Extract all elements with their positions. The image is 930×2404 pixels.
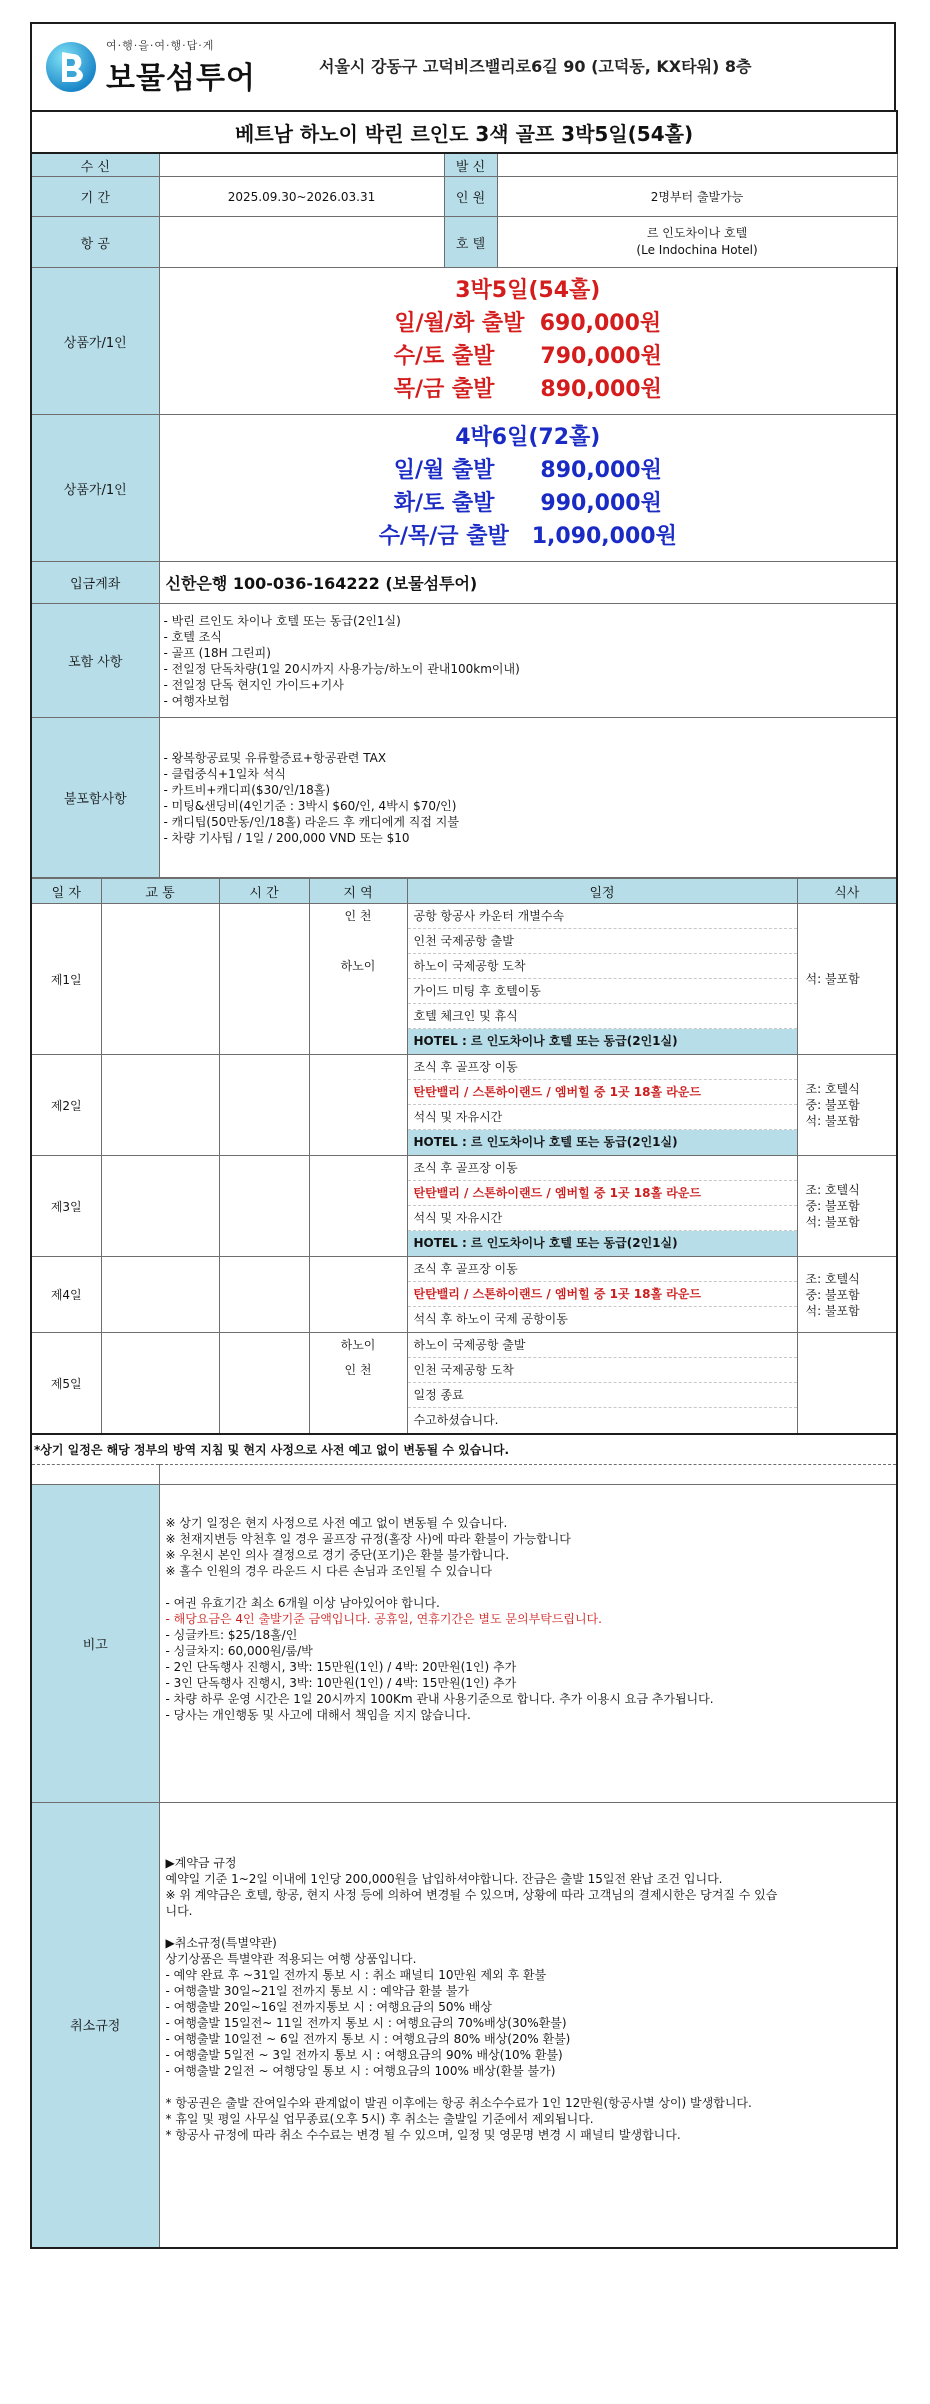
schedule-line: 하노이 국제공항 출발	[408, 1333, 797, 1358]
remarks-label: 비고	[31, 1485, 159, 1803]
schedule-line: 공항 항공사 카운터 개별수속	[408, 904, 797, 929]
cancel-line: ※ 위 계약금은 호텔, 항공, 현지 사정 등에 의하여 변경될 수 있으며, 상황에 따라 고객님의 결제시한은 당겨질 수 있습	[165, 1888, 778, 1902]
include-label: 포함 사항	[31, 604, 159, 718]
schedule-line-golf: 탄탄밸리 / 스톤하이랜드 / 엠버힐 중 1곳 18홀 라운드	[408, 1282, 797, 1307]
schedule-line: 조식 후 골프장 이동	[408, 1156, 797, 1181]
remark-line: - 3인 단독행사 진행시, 3박: 10만원(1인) / 4박: 15만원(1인) 추가	[165, 1676, 517, 1690]
time-cell	[219, 904, 309, 1055]
logo-tagline: 여·행·을·여·행·답·게	[106, 39, 215, 52]
schedule-cell	[407, 1257, 797, 1333]
day-label: 제3일	[31, 1156, 101, 1257]
cancel-list	[159, 1803, 897, 2248]
price2-block	[159, 415, 897, 562]
people-cell	[444, 177, 897, 217]
price1-line-2: 수/토 출발 790,000원	[393, 344, 662, 369]
transport-cell	[101, 1333, 219, 1435]
cancel-line: 상기상품은 특별약관 적용되는 여행 상품입니다.	[165, 1952, 417, 1966]
bank-value: 신한은행 100-036-164222 (보물섬투어)	[159, 562, 897, 604]
remark-line: - 당사는 개인행동 및 사고에 대해서 책임을 지지 않습니다.	[165, 1708, 471, 1722]
meal-cell: 조: 호텔식 중: 불포함 석: 불포함	[797, 1156, 897, 1257]
cancel-label: 취소규정	[31, 1803, 159, 2248]
hotel-line: HOTEL : 르 인도차이나 호텔 또는 동급(2인1실)	[408, 1029, 797, 1054]
remark-line: - 2인 단독행사 진행시, 3박: 15만원(1인) / 4박: 20만원(1인) 추가	[165, 1660, 517, 1674]
cancel-line: - 여행출발 15일전~ 11일 전까지 통보 시 : 여행요금의 70%배상(30%환불)	[165, 2016, 567, 2030]
day-row	[31, 1257, 897, 1333]
schedule-cell	[407, 1055, 797, 1156]
price2-title: 4박6일(72홀)	[455, 425, 601, 450]
period-label: 기 간	[31, 177, 159, 217]
day-label: 제4일	[31, 1257, 101, 1333]
schedule-line-golf: 탄탄밸리 / 스톤하이랜드 / 엠버힐 중 1곳 18홀 라운드	[408, 1080, 797, 1105]
cancel-line: * 항공사 규정에 따라 취소 수수료는 변경 될 수 있으며, 일정 및 영문명 변경 시 패널티 발생합니다.	[165, 2128, 681, 2142]
price1-title: 3박5일(54홀)	[455, 278, 601, 303]
remark-line-red: - 해당요금은 4인 출발기준 금액입니다. 공휴일, 연휴기간은 별도 문의부탁드립니다.	[165, 1612, 602, 1626]
col-schedule: 일정	[407, 879, 797, 904]
send-label: 발 신	[445, 154, 498, 176]
recv-label: 수 신	[31, 153, 159, 177]
meal-cell: 조: 호텔식 중: 불포함 석: 불포함	[797, 1257, 897, 1333]
include-item: - 여행자보험	[163, 693, 230, 708]
region-cell	[309, 1055, 407, 1156]
exclude-item: - 카트비+캐디피($30/인/18홀)	[163, 782, 331, 797]
air-value	[159, 217, 444, 268]
exclude-item: - 차량 기사팁 / 1일 / 200,000 VND 또는 $10	[163, 830, 410, 845]
schedule-cell	[407, 1333, 797, 1435]
schedule-cell	[407, 904, 797, 1055]
bank-label: 입금계좌	[31, 562, 159, 604]
schedule-line: 석식 및 자유시간	[408, 1105, 797, 1130]
region-cell	[309, 1156, 407, 1257]
cancel-line: - 예약 완료 후 ~31일 전까지 통보 시 : 취소 패널티 10만원 제외 후 환불	[165, 1968, 547, 1982]
time-cell	[219, 1055, 309, 1156]
air-label: 항 공	[31, 217, 159, 268]
send-cell	[444, 153, 897, 177]
include-item: - 전일정 단독 현지인 가이드+기사	[163, 677, 344, 692]
send-value	[498, 154, 897, 176]
people-value: 2명부터 출발가능	[650, 190, 744, 204]
include-item: - 박린 르인도 차이나 호텔 또는 동급(2인1실)	[163, 613, 401, 628]
price1-line-1: 일/월/화 출발 690,000원	[394, 311, 662, 336]
schedule-line: 조식 후 골프장 이동	[408, 1055, 797, 1080]
terms-table	[30, 1464, 898, 2249]
remark-line: ※ 우천시 본인 의사 결정으로 경기 중단(포기)은 환불 불가합니다.	[165, 1548, 510, 1562]
exclude-item: - 왕복항공료및 유류할증료+항공관련 TAX	[163, 750, 387, 765]
price1-label: 상품가/1인	[31, 268, 159, 415]
time-cell	[219, 1156, 309, 1257]
remark-line: - 여권 유효기간 최소 6개월 이상 남아있어야 합니다.	[165, 1596, 440, 1610]
include-item: - 골프 (18H 그린피)	[163, 645, 271, 660]
transport-cell	[101, 904, 219, 1055]
region-cell	[309, 1257, 407, 1333]
day-label: 제5일	[31, 1333, 101, 1435]
schedule-line-golf: 탄탄밸리 / 스톤하이랜드 / 엠버힐 중 1곳 18홀 라운드	[408, 1181, 797, 1206]
hotel-cell	[444, 217, 897, 268]
hotel-name-kr: 르 인도차이나 호텔	[646, 226, 748, 240]
cancel-line: - 여행출발 2일전 ~ 여행당일 통보 시 : 여행요금의 100% 배상(환불 불가)	[165, 2064, 556, 2078]
itinerary-sheet	[30, 22, 896, 2249]
hotel-line: HOTEL : 르 인도차이나 호텔 또는 동급(2인1실)	[408, 1231, 797, 1256]
main-table	[30, 110, 898, 878]
col-meal: 식사	[797, 879, 897, 904]
exclude-list	[159, 718, 897, 878]
schedule-line: 인천 국제공항 도착	[408, 1358, 797, 1383]
schedule-line: 호텔 체크인 및 휴식	[408, 1004, 797, 1029]
schedule-line: 수고하셨습니다.	[413, 1413, 499, 1427]
hotel-line: HOTEL : 르 인도차이나 호텔 또는 동급(2인1실)	[408, 1130, 797, 1155]
region-cell: 하노이 인 천	[309, 1333, 407, 1435]
cancel-line: ▶취소규정(특별약관)	[165, 1936, 277, 1950]
transport-cell	[101, 1055, 219, 1156]
period-value: 2025.09.30~2026.03.31	[159, 177, 444, 217]
schedule-cell	[407, 1156, 797, 1257]
exclude-item: - 캐디팁(50만동/인/18홀) 라운드 후 캐디에게 직접 지불	[163, 814, 459, 829]
cancel-line: * 휴일 및 평일 사무실 업무종료(오후 5시) 후 취소는 출발일 기준에서 제외됩니다.	[165, 2112, 594, 2126]
schedule-line: 가이드 미팅 후 호텔이동	[408, 979, 797, 1004]
itinerary-header	[31, 879, 897, 904]
remark-line: ※ 홀수 인원의 경우 라운드 시 다른 손님과 조인될 수 있습니다	[165, 1564, 492, 1578]
remark-line: - 싱글차지: 60,000원/룸/박	[165, 1644, 313, 1658]
company-logo-icon	[44, 40, 98, 94]
hotel-name-en: (Le Indochina Hotel)	[636, 243, 758, 257]
remarks-list	[159, 1485, 897, 1803]
cancel-line: - 여행출발 10일전 ~ 6일 전까지 통보 시 : 여행요금의 80% 배상(20% 환불)	[165, 2032, 571, 2046]
schedule-notice: *상기 일정은 해당 정부의 방역 지침 및 현지 사정으로 사전 예고 없이 변동될 수 있습니다.	[31, 1434, 897, 1464]
cancel-line: - 여행출발 20일~16일 전까지통보 시 : 여행요금의 50% 배상	[165, 2000, 492, 2014]
transport-cell	[101, 1257, 219, 1333]
price2-line-3: 수/목/금 출발 1,090,000원	[378, 524, 677, 549]
schedule-line: 석식 후 하노이 국제 공항이동	[413, 1312, 568, 1326]
schedule-line: 하노이 국제공항 도착	[408, 954, 797, 979]
hotel-label: 호 텔	[445, 217, 498, 267]
company-address: 서울시 강동구 고덕비즈밸리로6길 90 (고덕동, KX타워) 8층	[319, 57, 752, 76]
region-cell: 인 천 하노이	[309, 904, 407, 1055]
logo-name: 보물섬투어	[106, 61, 256, 96]
price1-block	[159, 268, 897, 415]
people-label: 인 원	[445, 177, 498, 216]
schedule-line: 일정 종료	[408, 1383, 797, 1408]
cancel-line: * 항공권은 출발 잔여일수와 관계없이 발권 이후에는 항공 취소수수료가 1인 12만원(항공사별 상이) 발생합니다.	[165, 2096, 752, 2110]
price2-label: 상품가/1인	[31, 415, 159, 562]
cancel-line: 예약일 기준 1~2일 이내에 1인당 200,000원을 납입하셔야합니다. 잔금은 출발 15일전 완납 조건 입니다.	[165, 1872, 723, 1886]
remark-line: ※ 천재지변등 악천후 일 경우 골프장 규정(홀장 사)에 따라 환불이 가능합니다	[165, 1532, 571, 1546]
day-label: 제1일	[31, 904, 101, 1055]
time-cell	[219, 1333, 309, 1435]
include-list	[159, 604, 897, 718]
include-item: - 호텔 조식	[163, 629, 222, 644]
price2-line-2: 화/토 출발 990,000원	[393, 491, 662, 516]
cancel-line: ▶계약금 규정	[165, 1856, 237, 1870]
exclude-item: - 미팅&샌딩비(4인기준 : 3박시 $60/인, 4박시 $70/인)	[163, 798, 457, 813]
schedule-line: 조식 후 골프장 이동	[408, 1257, 797, 1282]
meal-cell	[797, 1333, 897, 1435]
logo-text	[106, 37, 256, 97]
day-label: 제2일	[31, 1055, 101, 1156]
meal-cell: 석: 불포함	[797, 904, 897, 1055]
hotel-value	[498, 217, 897, 267]
day-row	[31, 904, 897, 1055]
col-date: 일 자	[31, 879, 101, 904]
col-transport: 교 통	[101, 879, 219, 904]
meal-cell: 조: 호텔식 중: 불포함 석: 불포함	[797, 1055, 897, 1156]
itinerary-table	[30, 878, 898, 1464]
remark-line: - 차량 하루 운영 시간은 1일 20시까지 100Km 관내 사용기준으로 합니다. 추가 이용시 요금 추가됩니다.	[165, 1692, 714, 1706]
product-title: 베트남 하노이 박린 르인도 3색 골프 3박5일(54홀)	[31, 111, 897, 153]
recv-value	[159, 153, 444, 177]
include-item: - 전일정 단독차량(1일 20시까지 사용가능/하노이 관내100km이내)	[163, 661, 520, 676]
time-cell	[219, 1257, 309, 1333]
day-row	[31, 1333, 897, 1435]
company-header	[30, 22, 896, 110]
exclude-label: 불포함사항	[31, 718, 159, 878]
transport-cell	[101, 1156, 219, 1257]
col-region: 지 역	[309, 879, 407, 904]
price1-line-3: 목/금 출발 890,000원	[393, 377, 662, 402]
exclude-item: - 클럽중식+1일차 석식	[163, 766, 286, 781]
schedule-line: 석식 및 자유시간	[408, 1206, 797, 1231]
cancel-line: - 여행출발 5일전 ~ 3일 전까지 통보 시 : 여행요금의 90% 배상(10% 환불)	[165, 2048, 563, 2062]
day-row	[31, 1156, 897, 1257]
schedule-line: 인천 국제공항 출발	[408, 929, 797, 954]
remark-line: - 싱글카트: $25/18홀/인	[165, 1628, 298, 1642]
cancel-line: - 여행출발 30일~21일 전까지 통보 시 : 예약금 환불 불가	[165, 1984, 470, 1998]
remark-line: ※ 상기 일정은 현지 사정으로 사전 예고 없이 변동될 수 있습니다.	[165, 1516, 508, 1530]
day-row	[31, 1055, 897, 1156]
price2-line-1: 일/월 출발 890,000원	[393, 458, 662, 483]
col-time: 시 간	[219, 879, 309, 904]
cancel-line: 니다.	[165, 1904, 193, 1918]
